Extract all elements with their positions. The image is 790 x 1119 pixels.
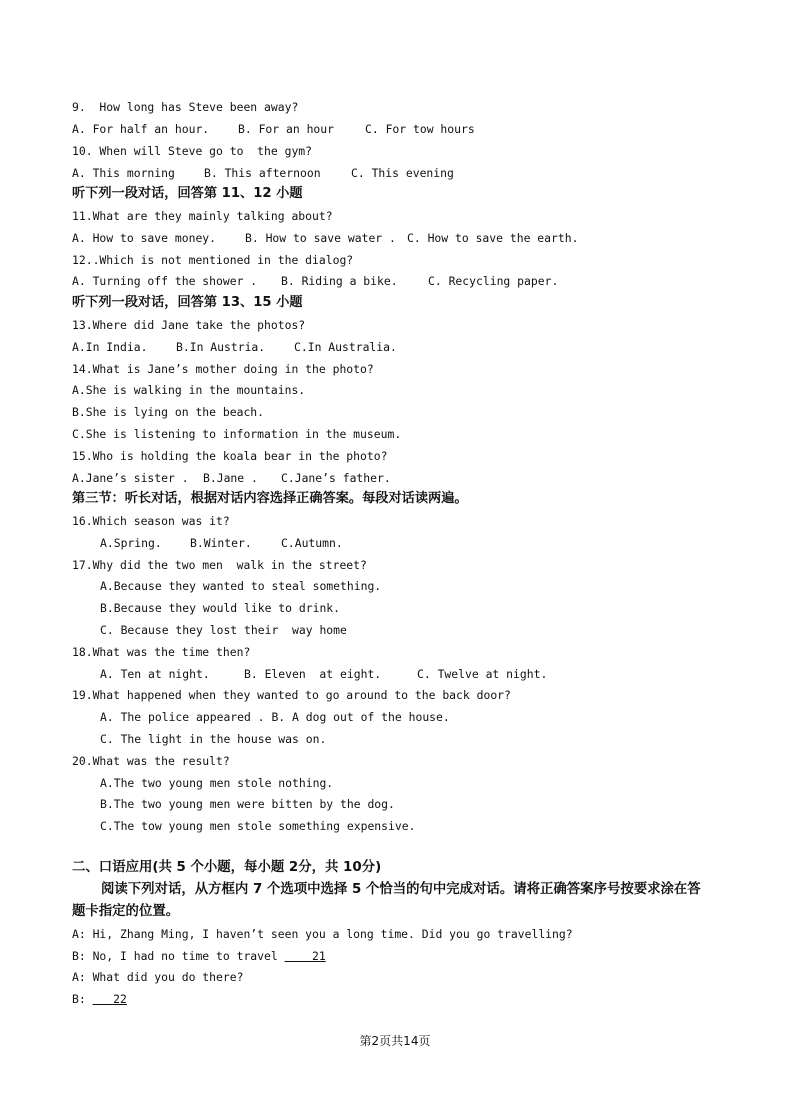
question-18: 18.What was the time then? (72, 645, 251, 659)
q16-option-a: A.Spring. (100, 536, 162, 550)
page-number: 第2页共14页 (359, 1034, 431, 1048)
q12-option-b: B. Riding a bike. (281, 274, 398, 288)
q9-option-b: B. For an hour (238, 122, 335, 136)
q19-options-ab: A. The police appeared . B. A dog out of the house. (100, 710, 450, 724)
dialog-line-2-text: B: No, I had no time to travel (72, 949, 285, 963)
q10-option-a: A. This morning (72, 166, 175, 180)
q20-option-c: C.The tow young men stole something expensive. (100, 819, 416, 833)
question-12: 12..Which is not mentioned in the dialog? (72, 253, 354, 267)
q13-option-a: A.In India. (72, 340, 148, 354)
question-11: 11.What are they mainly talking about? (72, 209, 333, 223)
answer-blank-21[interactable]: 21 (284, 949, 326, 963)
question-19: 19.What happened when they wanted to go around to the back door? (72, 688, 511, 702)
q17-option-a: A.Because they wanted to steal something. (100, 579, 382, 593)
q9-option-a: A. For half an hour. (72, 122, 210, 136)
q14-option-b: B.She is lying on the beach. (72, 405, 265, 419)
q18-option-b: B. Eleven at eight. (244, 667, 382, 681)
section-heading-11-12: 听下列一段对话，回答第 11、12 小题 (72, 186, 303, 201)
dialog-line-4 (72, 989, 127, 1009)
q16-option-c: C.Autumn. (281, 536, 343, 550)
q10-option-c: C. This evening (351, 166, 454, 180)
dialog-line-3: A: What did you do there? (72, 970, 244, 984)
q18-option-c: C. Twelve at night. (417, 667, 548, 681)
question-20: 20.What was the result? (72, 754, 230, 768)
q15-option-b: B.Jane . (203, 471, 258, 485)
q12-option-a: A. Turning off the shower . (72, 274, 258, 288)
q15-option-c: C.Jane’s father. (281, 471, 391, 485)
answer-blank-22[interactable]: 22 (92, 992, 127, 1006)
dialog-line-1: A: Hi, Zhang Ming, I haven’t seen you a long time. Did you go travelling? (72, 927, 573, 941)
q18-option-a: A. Ten at night. (100, 667, 210, 681)
dialog-line-2 (72, 946, 326, 966)
q19-option-c: C. The light in the house was on. (100, 732, 327, 746)
q9-option-c: C. For tow hours (365, 122, 475, 136)
question-15: 15.Who is holding the koala bear in the photo? (72, 449, 388, 463)
q17-option-c: C. Because they lost their way home (100, 623, 347, 637)
question-16: 16.Which season was it? (72, 514, 230, 528)
q12-option-c: C. Recycling paper. (428, 274, 559, 288)
q14-option-c: C.She is listening to information in the museum. (72, 427, 402, 441)
q16-option-b: B.Winter. (190, 536, 252, 550)
part-2-heading: 二、口语应用(共 5 个小题，每小题 2分，共 10分) (72, 860, 382, 875)
q14-option-a: A.She is walking in the mountains. (72, 383, 306, 397)
section-heading-13-15: 听下列一段对话，回答第 13、15 小题 (72, 295, 303, 310)
q20-option-a: A.The two young men stole nothing. (100, 776, 334, 790)
part-2-instruction-line-2: 题卡指定的位置。 (72, 904, 180, 919)
question-13: 13.Where did Jane take the photos? (72, 318, 306, 332)
q13-option-b: B.In Austria. (176, 340, 266, 354)
q11-option-c: C. How to save the earth. (407, 231, 579, 245)
question-10: 10. When will Steve go to the gym? (72, 144, 313, 158)
part-2-instruction-line-1: 阅读下列对话，从方框内 7 个选项中选择 5 个恰当的句中完成对话。请将正确答案序号按要求涂在答 (101, 882, 701, 897)
section-3-heading: 第三节：听长对话，根据对话内容选择正确答案。每段对话读两遍。 (72, 491, 468, 506)
q17-option-b: B.Because they would like to drink. (100, 601, 341, 615)
q13-option-c: C.In Australia. (294, 340, 397, 354)
question-14: 14.What is Jane’s mother doing in the photo? (72, 362, 374, 376)
q11-option-a: A. How to save money. (72, 231, 217, 245)
q11-option-b: B. How to save water . (245, 231, 396, 245)
question-9: 9. How long has Steve been away? (72, 100, 299, 114)
q20-option-b: B.The two young men were bitten by the dog. (100, 797, 395, 811)
dialog-line-4-text: B: (72, 992, 93, 1006)
q15-option-a: A.Jane’s sister . (72, 471, 189, 485)
q10-option-b: B. This afternoon (204, 166, 321, 180)
question-17: 17.Why did the two men walk in the street? (72, 558, 367, 572)
